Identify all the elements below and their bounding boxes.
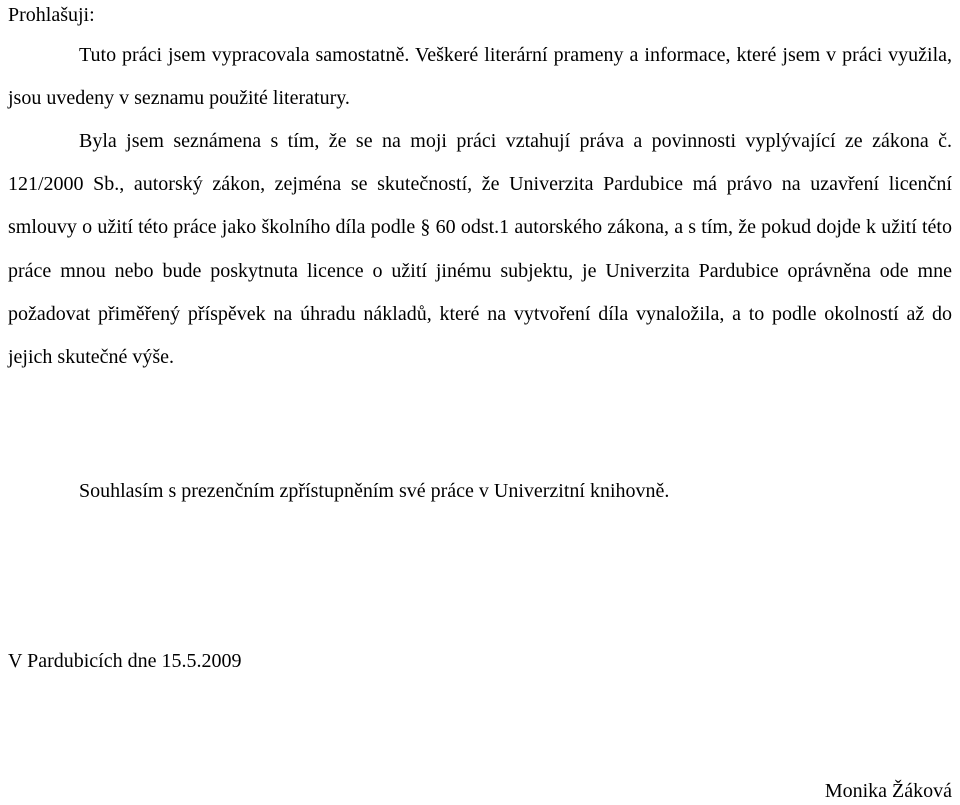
declaration-paragraph-copyright: Byla jsem seznámena s tím, že se na moji práci vztahují práva a povinnosti vyplývající ze zákona č. 121/2000 Sb., autorský zákon, zejména se skutečností, že Univerzita Pardubice má právo na uzavření licenční smlouvy o užití této práce jako školního díla podle § 60 odst.1 autorského zákona, a s tím, že pokud dojde k užití této práce mnou nebo bude poskytnuta licence o užití jinému subjektu, je Univerzita Pardubice oprávněna ode mne požadovat přiměřený příspěvek na úhradu nákladů, které na vytvoření díla vynaložila, a to podle okolností až do jejich skutečné výše. — [8, 130, 952, 369]
place-and-date: V Pardubicích dne 15.5.2009 — [8, 650, 242, 672]
declaration-heading: Prohlašuji: — [8, 4, 95, 26]
declaration-paragraph-library-consent: Souhlasím s prezenčním zpřístupněním své práce v Univerzitní knihovně. — [79, 480, 670, 502]
signature-name: Monika Žáková — [824, 780, 952, 802]
declaration-paragraph-authorship: Tuto práci jsem vypracovala samostatně. Veškeré literární prameny a informace, které jsem v práci využila, jsou uvedeny v seznamu použité literatury. — [8, 44, 952, 110]
